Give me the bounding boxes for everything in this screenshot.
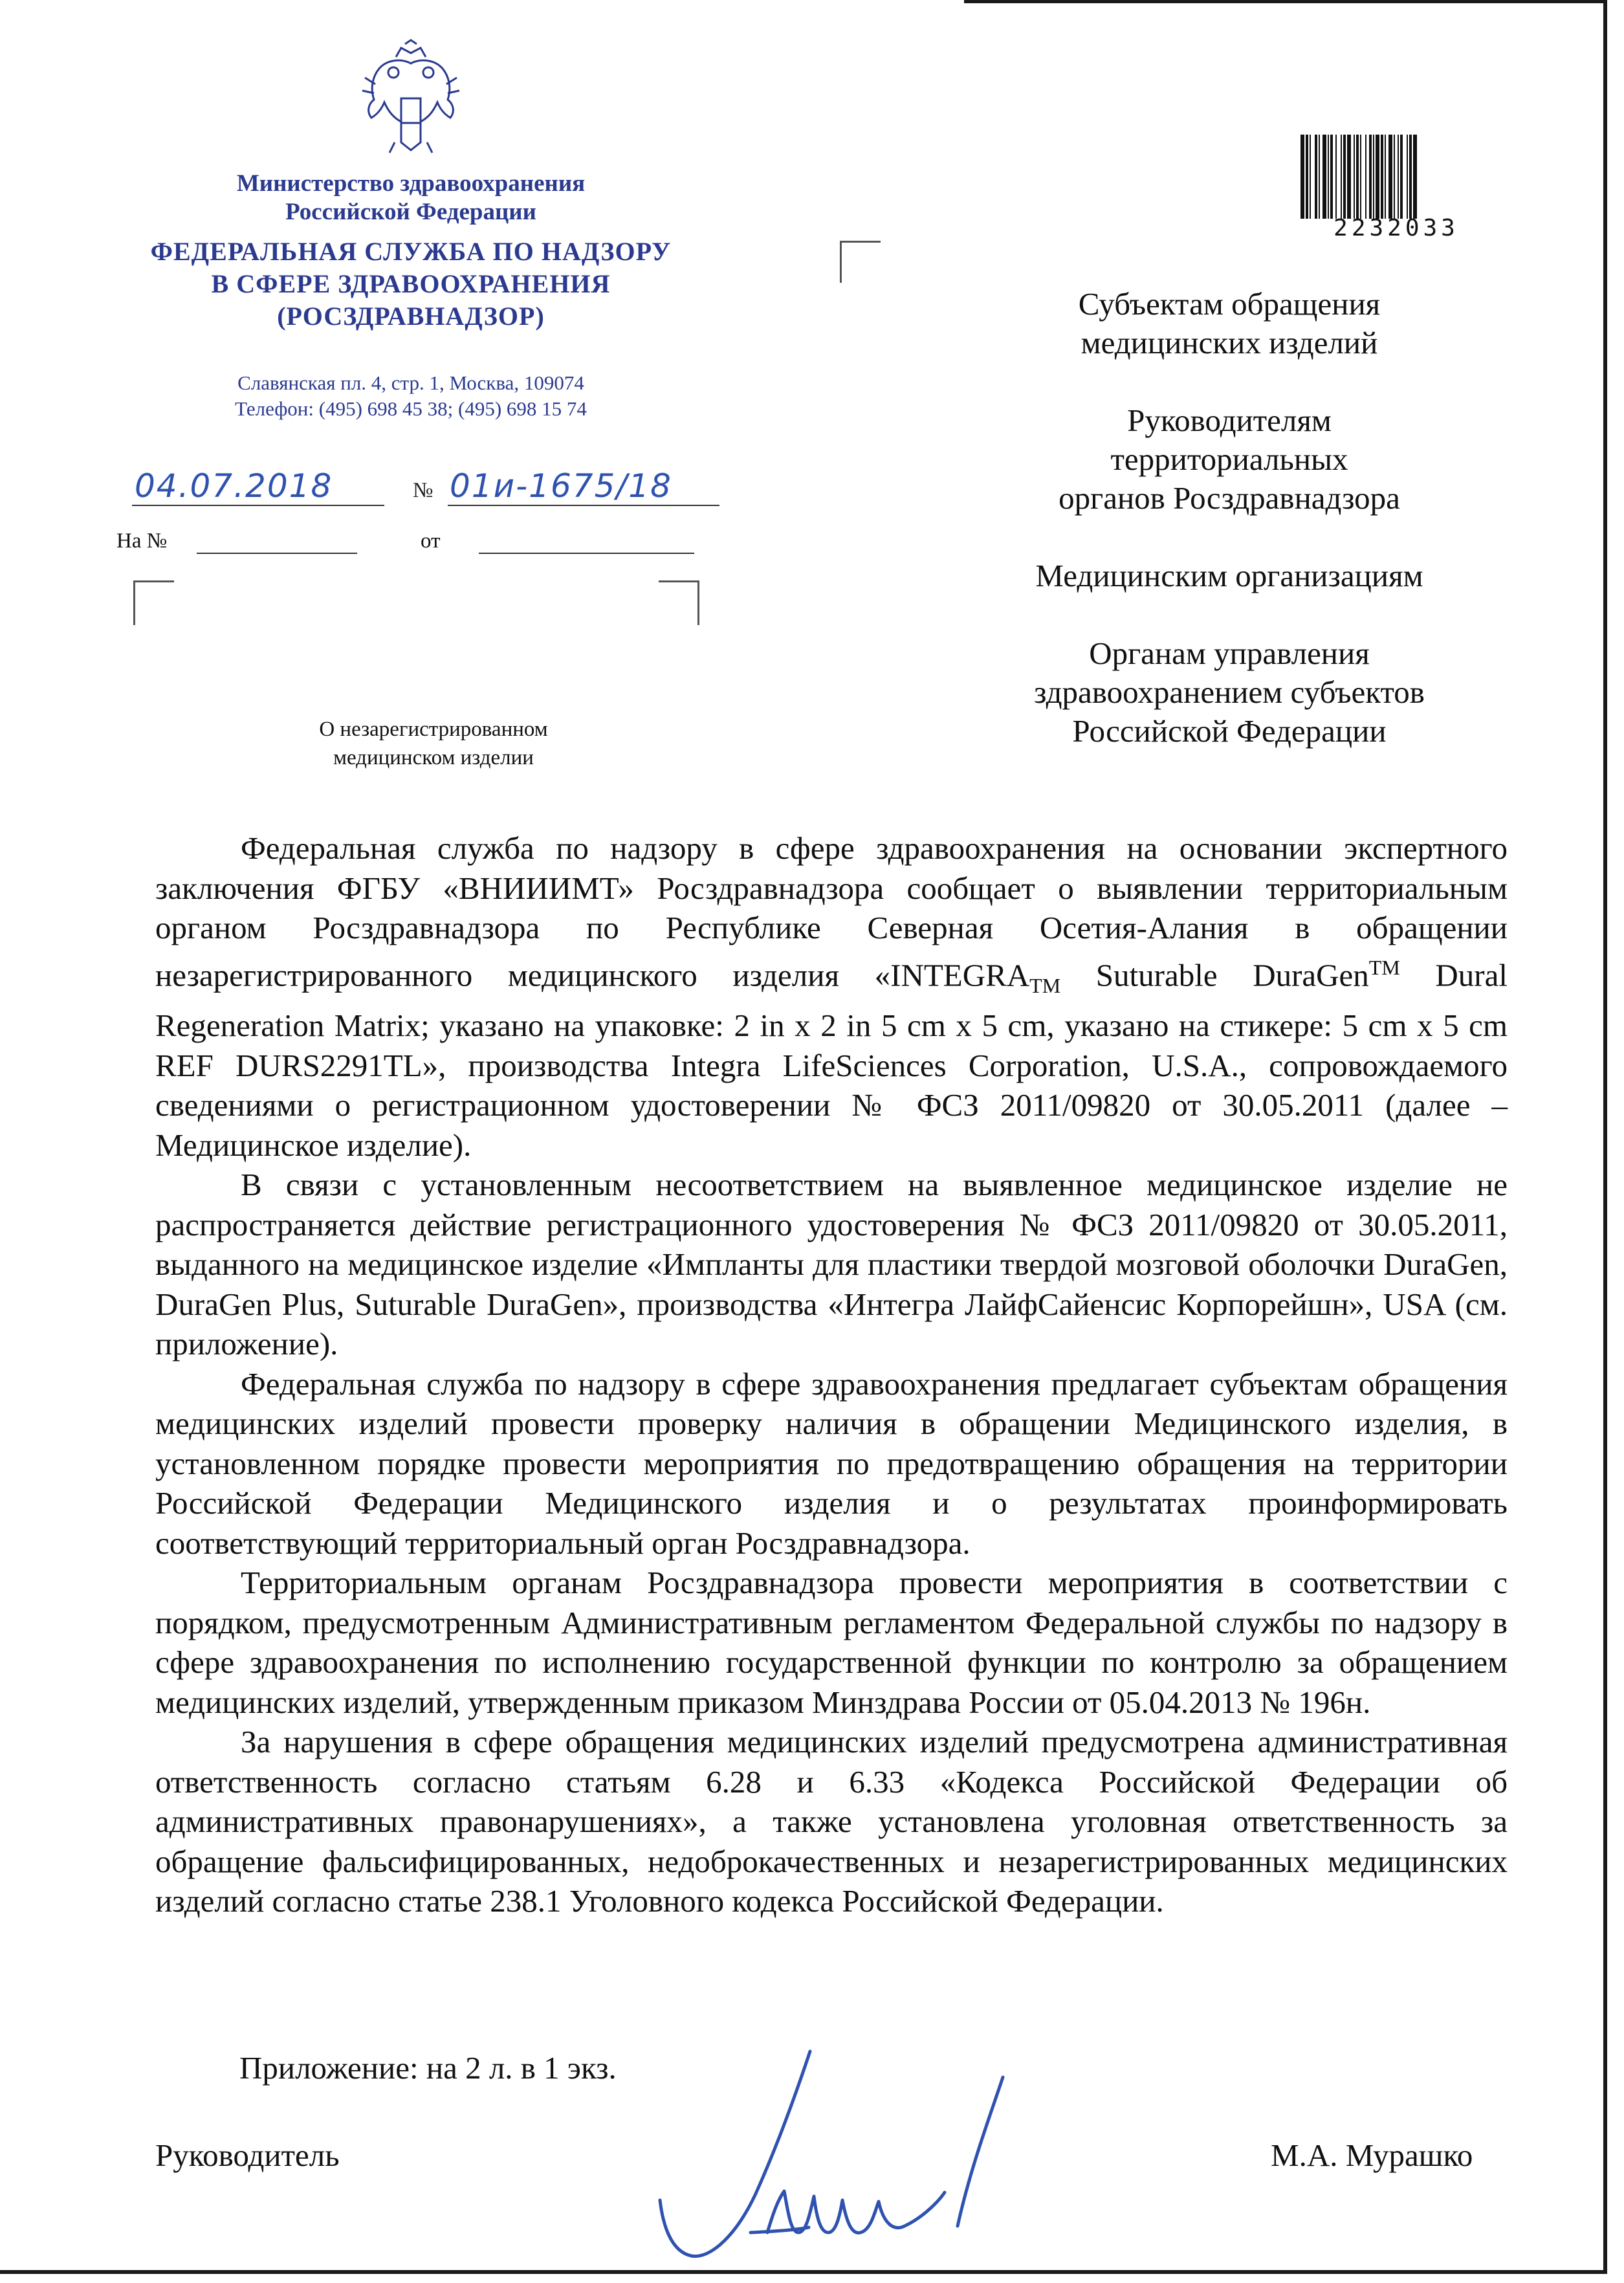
letterhead-address: [116, 370, 705, 422]
addressee-line: медицинских изделий: [1081, 325, 1378, 360]
addressee-line: Субъектам обращения: [1078, 286, 1381, 322]
letterhead-service: [116, 236, 705, 333]
reference-line: [116, 529, 699, 559]
barcode-bar: [1373, 135, 1374, 219]
registration-number: 01и-1675/18: [450, 467, 672, 505]
barcode-bar: [1335, 135, 1337, 219]
barcode-bar: [1385, 135, 1386, 219]
barcode-bar: [1398, 135, 1399, 219]
addressee-line: органов Росздравнадзора: [1059, 480, 1400, 516]
barcode-bar: [1369, 135, 1372, 219]
handwritten-signature: [641, 2038, 1061, 2271]
barcode-bar: [1354, 135, 1355, 219]
body-paragraph-3: Федеральная служба по надзору в сфере здравоохранения предлагает субъектам обращения медицинских изделий провести проверку наличия в обращении Медицинского изделия, в установленном порядке провести мероприятия по предотвращению обращения на территории Российской Федерации Медицинского изделия и о результатах проинформировать соответствующий территориальный орган Росздравнадзора.: [155, 1365, 1508, 1561]
body-paragraph-1: [155, 828, 1508, 1165]
reference-number-blank: [197, 553, 357, 554]
addressee-line: Российской Федерации: [1072, 713, 1387, 749]
barcode-bar: [1322, 135, 1326, 219]
number-sign: №: [413, 479, 433, 502]
attachment-note: Приложение: на 2 л. в 1 экз.: [239, 2050, 617, 2086]
letterhead-service-line: (РОСЗДРАВНАДЗОР): [277, 302, 545, 331]
barcode-bar: [1347, 135, 1351, 219]
barcode-bar: [1300, 135, 1304, 219]
addressee: [938, 285, 1520, 362]
barcode-bar: [1341, 135, 1342, 219]
signer-title: Руководитель: [155, 2137, 340, 2173]
subject-line: медицинском изделии: [333, 746, 534, 769]
signer-name: М.А. Мурашко: [1271, 2137, 1473, 2173]
addressee: [938, 401, 1520, 518]
letterhead-ministry: [116, 170, 705, 226]
barcode-bar: [1328, 135, 1329, 219]
subject-corner-mark-right: [659, 580, 699, 625]
barcode-bar: [1388, 135, 1392, 219]
barcode-bar: [1407, 135, 1408, 219]
letterhead-phone-line: Телефон: (495) 698 45 38; (495) 698 15 74: [235, 397, 587, 420]
barcode-bar: [1319, 135, 1320, 219]
body-text: Dural Regeneration Matrix; указано на упаковке: 2 in x 2 in 5 cm x 5 cm, указано на стикере: 5 cm x 5 cm REF DURS2291TL», производства Integra LifeSciences Corporation, U.S.A., сопровождаемого сведениями о регистрационном удостоверении № ФСЗ 2011/09820 от 30.05.2011 (далее – Медицинское изделие).: [155, 956, 1508, 1163]
page-border-top: [964, 0, 1607, 3]
barcode-bar: [1310, 135, 1311, 219]
barcode-bar: [1356, 135, 1359, 219]
barcode-bar: [1394, 135, 1395, 219]
barcode-bar: [1365, 135, 1366, 219]
letterhead-service-line: В СФЕРЕ ЗДРАВООХРАНЕНИЯ: [211, 269, 611, 298]
addressee: [938, 557, 1520, 595]
letterhead-address-line: Славянская пл. 4, стр. 1, Москва, 109074: [237, 371, 584, 394]
barcode-bar: [1413, 135, 1417, 219]
reference-date-blank: [479, 553, 694, 554]
body-text: Suturable DuraGen: [1060, 956, 1369, 993]
barcode-number: 2232033: [1333, 215, 1459, 241]
reference-label: На №: [116, 529, 168, 553]
letterhead-service-line: ФЕДЕРАЛЬНАЯ СЛУЖБА ПО НАДЗОРУ: [150, 237, 672, 266]
letter-subject: [214, 715, 653, 772]
coat-of-arms-icon: [356, 39, 466, 159]
letter-body: [155, 828, 1508, 1921]
body-paragraph-5: За нарушения в сфере обращения медицинских изделий предусмотрена административная ответственность согласно статьям 6.28 и 6.33 «Кодекса Российской Федерации об административных правонарушениях», а также установлена уголовная ответственность за обращение фальсифицированных, недоброкачественных и незарегистрированных медицинских изделий согласно статье 238.1 Уголовного кодекса Российской Федерации.: [155, 1724, 1508, 1919]
body-paragraph-4: Территориальным органам Росздравнадзора провести мероприятия в соответствии с порядком, предусмотренным Административным регламентом Федеральной службы по надзору в сфере здравоохранения по исполнению государственной функции по контролю за обращением медицинских изделий, утвержденным приказом Минздрава России от 05.04.2013 № 196н.: [155, 1565, 1508, 1720]
subject-corner-mark-left: [133, 580, 174, 625]
registration-line: [116, 467, 763, 506]
body-paragraph-2: В связи с установленным несоответствием на выявленное медицинское изделие не распространяется действие регистрационного удостоверения № ФСЗ 2011/09820 от 30.05.2011, выданного на медицинское изделие «Импланты для пластики твердой мозговой оболочки DuraGen, DuraGen Plus, Suturable DuraGen», производства «Интегра ЛайфСайенсис Корпорейшн», USA (см. приложение).: [155, 1167, 1508, 1362]
addressee-line: здравоохранением субъектов: [1034, 674, 1425, 710]
barcode-bar: [1400, 135, 1403, 219]
registration-number-underline: [448, 505, 719, 506]
barcode-bar: [1343, 135, 1346, 219]
address-corner-mark: [840, 241, 881, 283]
barcode-bar: [1381, 135, 1383, 219]
registration-date-underline: [132, 505, 384, 506]
addressee-block: [938, 285, 1520, 789]
addressee-line: Руководителям: [1127, 403, 1332, 438]
barcode-bar: [1315, 135, 1317, 219]
barcode: [1299, 135, 1493, 219]
trademark-subscript: TM: [1029, 973, 1061, 997]
page-border-right: [1603, 0, 1607, 2271]
registration-date: 04.07.2018: [135, 467, 333, 505]
barcode-bar: [1376, 135, 1379, 219]
barcode-bar: [1360, 135, 1361, 219]
addressee-line: Медицинским организациям: [1035, 558, 1423, 593]
letterhead-ministry-line: Российской Федерации: [285, 199, 536, 225]
addressee-line: территориальных: [1110, 441, 1348, 477]
trademark-superscript: TM: [1368, 955, 1400, 979]
subject-line: О незарегистрированном: [319, 718, 548, 741]
addressee: [938, 634, 1520, 751]
barcode-bar: [1330, 135, 1333, 219]
addressee-line: Органам управления: [1089, 635, 1370, 671]
barcode-bar: [1409, 135, 1412, 219]
barcode-bar: [1306, 135, 1308, 219]
body-text: Федеральная служба по надзору в сфере здравоохранения на основании экспертного заключения ФГБУ «ВНИИИМТ» Росздравнадзора сообщает о выявлении территориальным органом Росздравнадзора по Республике Северная Осетия-Алания в обращении незарегистрированного медицинского изделия «INTEGRA: [155, 830, 1508, 993]
letterhead-ministry-line: Министерство здравоохранения: [236, 170, 586, 197]
reference-from-label: от: [421, 529, 441, 553]
